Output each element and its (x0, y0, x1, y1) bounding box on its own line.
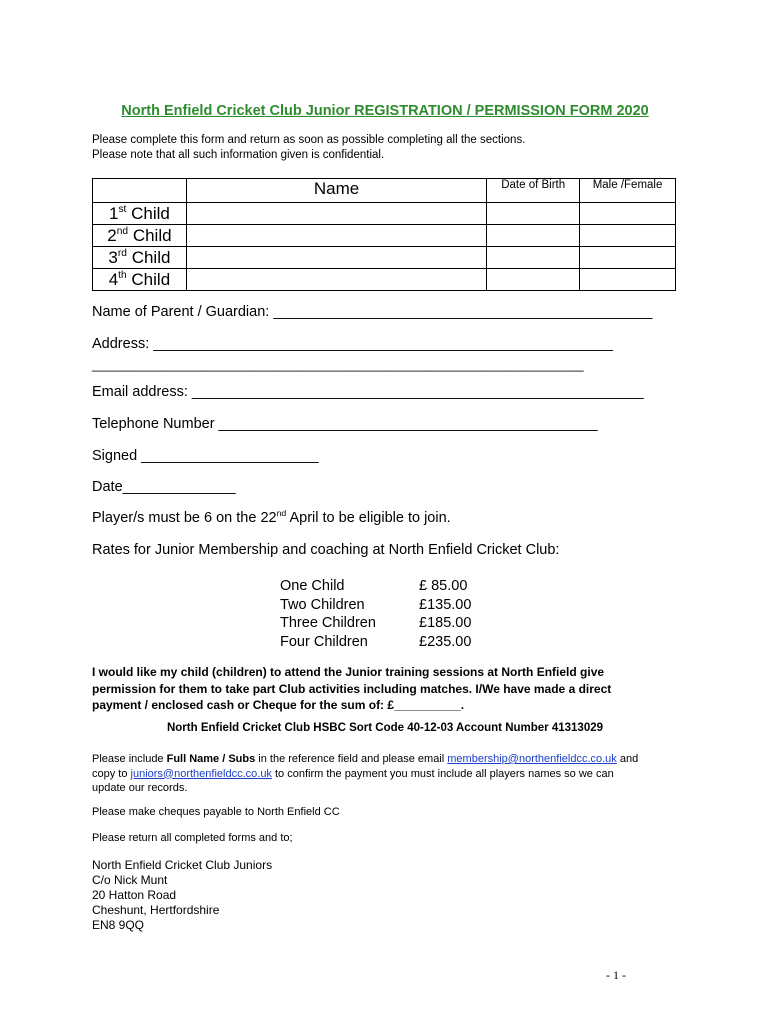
child-3-gender-cell[interactable] (580, 247, 676, 269)
child-3-label: 3rd Child (93, 247, 187, 269)
address-field[interactable]: Address: _________________________________________________________ (92, 336, 613, 352)
form-title: North Enfield Cricket Club Junior REGISTRATION / PERMISSION FORM 2020 (121, 103, 649, 119)
child-4-name-cell[interactable] (186, 269, 486, 291)
address-line: 20 Hatton Road (92, 888, 177, 902)
permission-statement (92, 664, 611, 714)
permission-line-2: permission for them to take part Club activities including matches. I/We have made a direct (92, 681, 612, 696)
child-1-name-cell[interactable] (186, 203, 486, 225)
rate-label: One Child (280, 578, 345, 594)
header-name: Name (186, 179, 486, 203)
child-4-gender-cell[interactable] (580, 269, 676, 291)
return-address (92, 858, 272, 933)
bank-details: North Enfield Cricket Club HSBC Sort Code 40-12-03 Account Number 41313029 (166, 722, 604, 734)
address-line: C/o Nick Munt (92, 873, 168, 887)
children-table (92, 178, 676, 291)
page-number: - 1 - (606, 968, 626, 982)
email-field[interactable]: Email address: ________________________________________________________ (92, 384, 644, 400)
child-1-dob-cell[interactable] (487, 203, 580, 225)
child-2-dob-cell[interactable] (487, 225, 580, 247)
juniors-email-link[interactable]: juniors@northenfieldcc.co.uk (130, 767, 272, 780)
child-row-4 (93, 269, 676, 291)
child-2-gender-cell[interactable] (580, 225, 676, 247)
date-field[interactable]: Date______________ (92, 479, 236, 495)
rate-price: £235.00 (419, 633, 472, 650)
membership-email-link[interactable]: membership@northenfieldcc.co.uk (447, 753, 617, 765)
child-1-label: 1st Child (93, 203, 187, 225)
return-note: Please return all completed forms and to; (92, 832, 293, 844)
child-row-3 (93, 247, 676, 269)
child-1-gender-cell[interactable] (580, 203, 676, 225)
header-date-of-birth: Date of Birth (487, 179, 580, 203)
reference-note: Please include Full Name / Subs in the reference field and please email membership@northenfieldcc.co.uk and copy to juniors@northenfieldcc.co.uk to confirm the payment you must include all players names so we can update our records. (92, 753, 639, 794)
cheques-note: Please make cheques payable to North Enfield CC (92, 806, 340, 818)
child-4-dob-cell[interactable] (487, 269, 580, 291)
child-row-2 (93, 225, 676, 247)
rates-prices (419, 578, 471, 652)
rate-price: £185.00 (419, 615, 472, 631)
eligibility-note: Player/s must be 6 on the 22nd April to be eligible to join. (92, 507, 451, 526)
address-line: North Enfield Cricket Club Juniors (92, 858, 273, 872)
address-line: EN8 9QQ (92, 918, 145, 932)
header-empty-cell (93, 179, 187, 203)
child-4-label: 4th Child (93, 269, 187, 291)
rate-price: £ 85.00 (419, 578, 468, 594)
permission-line-3: payment / enclosed cash or Cheque for the sum of: £__________. (92, 698, 465, 712)
child-3-name-cell[interactable] (186, 247, 486, 269)
rate-label: Three Children (280, 615, 376, 631)
header-gender: Male /Female (580, 179, 676, 203)
child-row-1 (93, 203, 676, 225)
rate-label: Two Children (280, 596, 365, 613)
child-3-dob-cell[interactable] (487, 247, 580, 269)
rate-label: Four Children (280, 633, 368, 650)
child-2-label: 2nd Child (93, 225, 187, 247)
rates-heading: Rates for Junior Membership and coaching at North Enfield Cricket Club: (92, 542, 560, 558)
signed-field[interactable]: Signed ______________________ (92, 448, 319, 464)
telephone-field[interactable]: Telephone Number _______________________________________________ (92, 416, 598, 432)
rate-price: £135.00 (419, 596, 472, 613)
parent-guardian-field[interactable]: Name of Parent / Guardian: _______________________________________________ (92, 304, 653, 320)
address-line: Cheshunt, Hertfordshire (92, 903, 220, 917)
intro-line-2: Please note that all such information given is confidential. (92, 149, 385, 161)
rates-labels (280, 578, 376, 652)
children-table-header (93, 179, 676, 203)
permission-line-1: I would like my child (children) to attend the Junior training sessions at North Enfield give (92, 665, 605, 679)
address-line-2-field[interactable]: ____________________________________________________________________ (92, 357, 584, 372)
child-2-name-cell[interactable] (186, 225, 486, 247)
intro-line-1: Please complete this form and return as soon as possible completing all the sections. (92, 134, 526, 146)
